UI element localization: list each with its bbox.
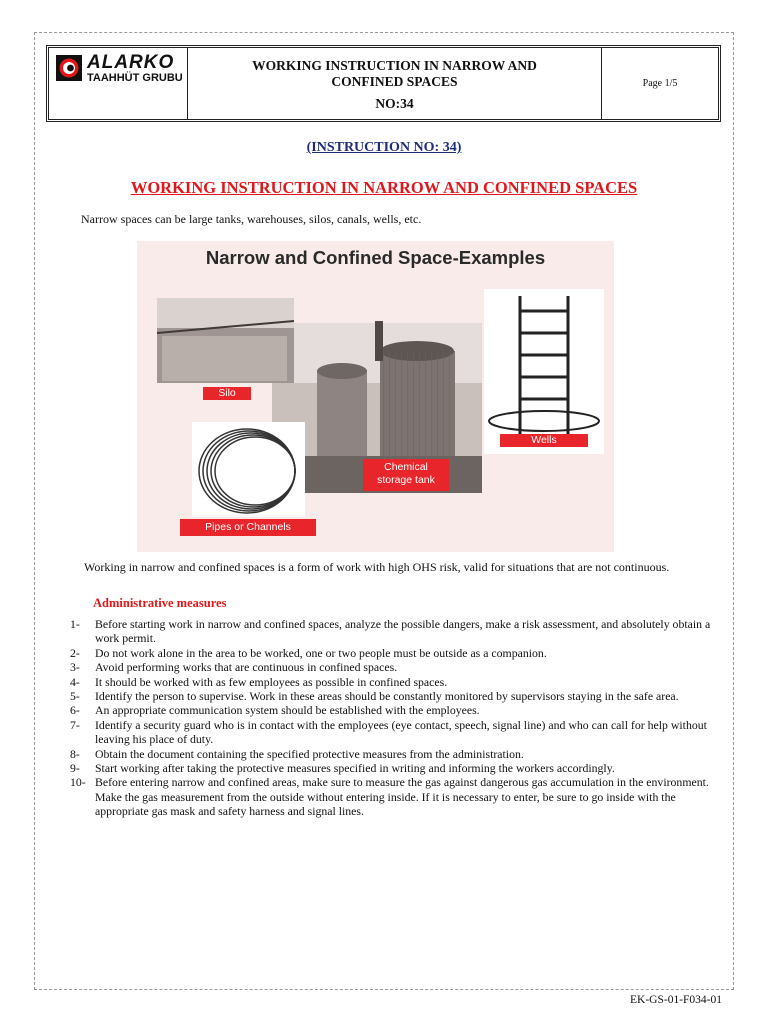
list-item [70, 718, 718, 747]
item-number: 2- [70, 645, 80, 660]
wells-label: Wells [500, 434, 588, 447]
silo-label: Silo [203, 387, 251, 400]
list-item [70, 617, 718, 646]
chemical-storage-tank-label [363, 459, 449, 491]
item-number: 9- [70, 761, 80, 776]
document-code: EK-GS-01-F034-01 [630, 994, 722, 1006]
measures-list [70, 617, 718, 819]
item-number: 7- [70, 717, 80, 732]
page-number-cell [602, 48, 718, 119]
item-number: 10- [70, 775, 86, 790]
well-ladder-illustration [484, 289, 604, 454]
header-title-line1: WORKING INSTRUCTION IN NARROW AND [252, 58, 537, 73]
item-number: 1- [70, 617, 80, 631]
risk-paragraph: Working in narrow and confined spaces is a form of work with high OHS risk, valid for situations that are not continuous. [84, 560, 670, 574]
item-number: 8- [70, 746, 80, 761]
chemical-label-line2: storage tank [377, 474, 435, 486]
page-number: Page 1/5 [642, 78, 678, 89]
item-text: Before starting work in narrow and confined spaces, analyze the possible dangers, make a risk assessment, and absolutely obtain a work permit. [95, 617, 711, 646]
document-number: NO:34 [375, 96, 414, 111]
list-item [70, 646, 718, 660]
item-text: Avoid performing works that are continuous in confined spaces. [95, 660, 398, 675]
item-text: Before entering narrow and confined areas, make sure to measure the gas against dangerous gas accumulation in the environment. Make the gas measurement from the outside without entering inside. If it is necessary to enter, be sure to go inside with the appropriate gas mask and safety harness and signal lines. [95, 775, 709, 819]
document-header [46, 45, 721, 122]
item-text: It should be worked with as few employees as possible in confined spaces. [95, 674, 448, 689]
main-title: WORKING INSTRUCTION IN NARROW AND CONFINED SPACES [130, 178, 638, 197]
list-item [70, 675, 718, 689]
company-logo-cell [49, 48, 188, 119]
item-text: An appropriate communication system should be established with the employees. [95, 703, 480, 718]
confined-space-examples-figure [137, 241, 614, 552]
list-item [70, 689, 718, 703]
pipe-coil-illustration [192, 422, 305, 517]
list-item [70, 747, 718, 761]
pipes-channels-label: Pipes or Channels [180, 519, 316, 536]
list-item [70, 660, 718, 674]
list-item [70, 775, 718, 818]
item-number: 5- [70, 689, 80, 704]
item-text: Start working after taking the protective measures specified in writing and informing the workers accordingly. [95, 761, 615, 776]
item-number: 3- [70, 660, 80, 675]
figure-title: Narrow and Confined Space-Examples [205, 247, 546, 268]
chemical-label-line1: Chemical [384, 461, 428, 473]
item-number: 6- [70, 703, 80, 718]
industrial-tank-photo [157, 298, 294, 383]
intro-text: Narrow spaces can be large tanks, warehouses, silos, canals, wells, etc. [81, 212, 422, 226]
header-title-line2: CONFINED SPACES [331, 74, 458, 89]
item-text: Identify the person to supervise. Work in these areas should be constantly monitored by supervisors staying in the safe area. [95, 689, 679, 704]
alarko-logo-icon [56, 55, 82, 81]
header-title [188, 48, 602, 119]
item-text: Do not work alone in the area to be worked, one or two people must be outside as a companion. [95, 645, 547, 660]
instruction-number: (INSTRUCTION NO: 34) [306, 140, 462, 155]
item-text: Identify a security guard who is in contact with the employees (eye contact, speech, signal line) and who can call for help without leaving his place of duty. [95, 717, 707, 747]
item-text: Obtain the document containing the specified protective measures from the administration. [95, 746, 524, 761]
administrative-measures-heading: Administrative measures [93, 596, 227, 610]
list-item [70, 761, 718, 775]
logo-subtitle: TAAHHÜT GRUBU [87, 72, 183, 84]
logo-name: ALARKO [87, 52, 175, 73]
list-item [70, 703, 718, 717]
item-number: 4- [70, 674, 80, 689]
